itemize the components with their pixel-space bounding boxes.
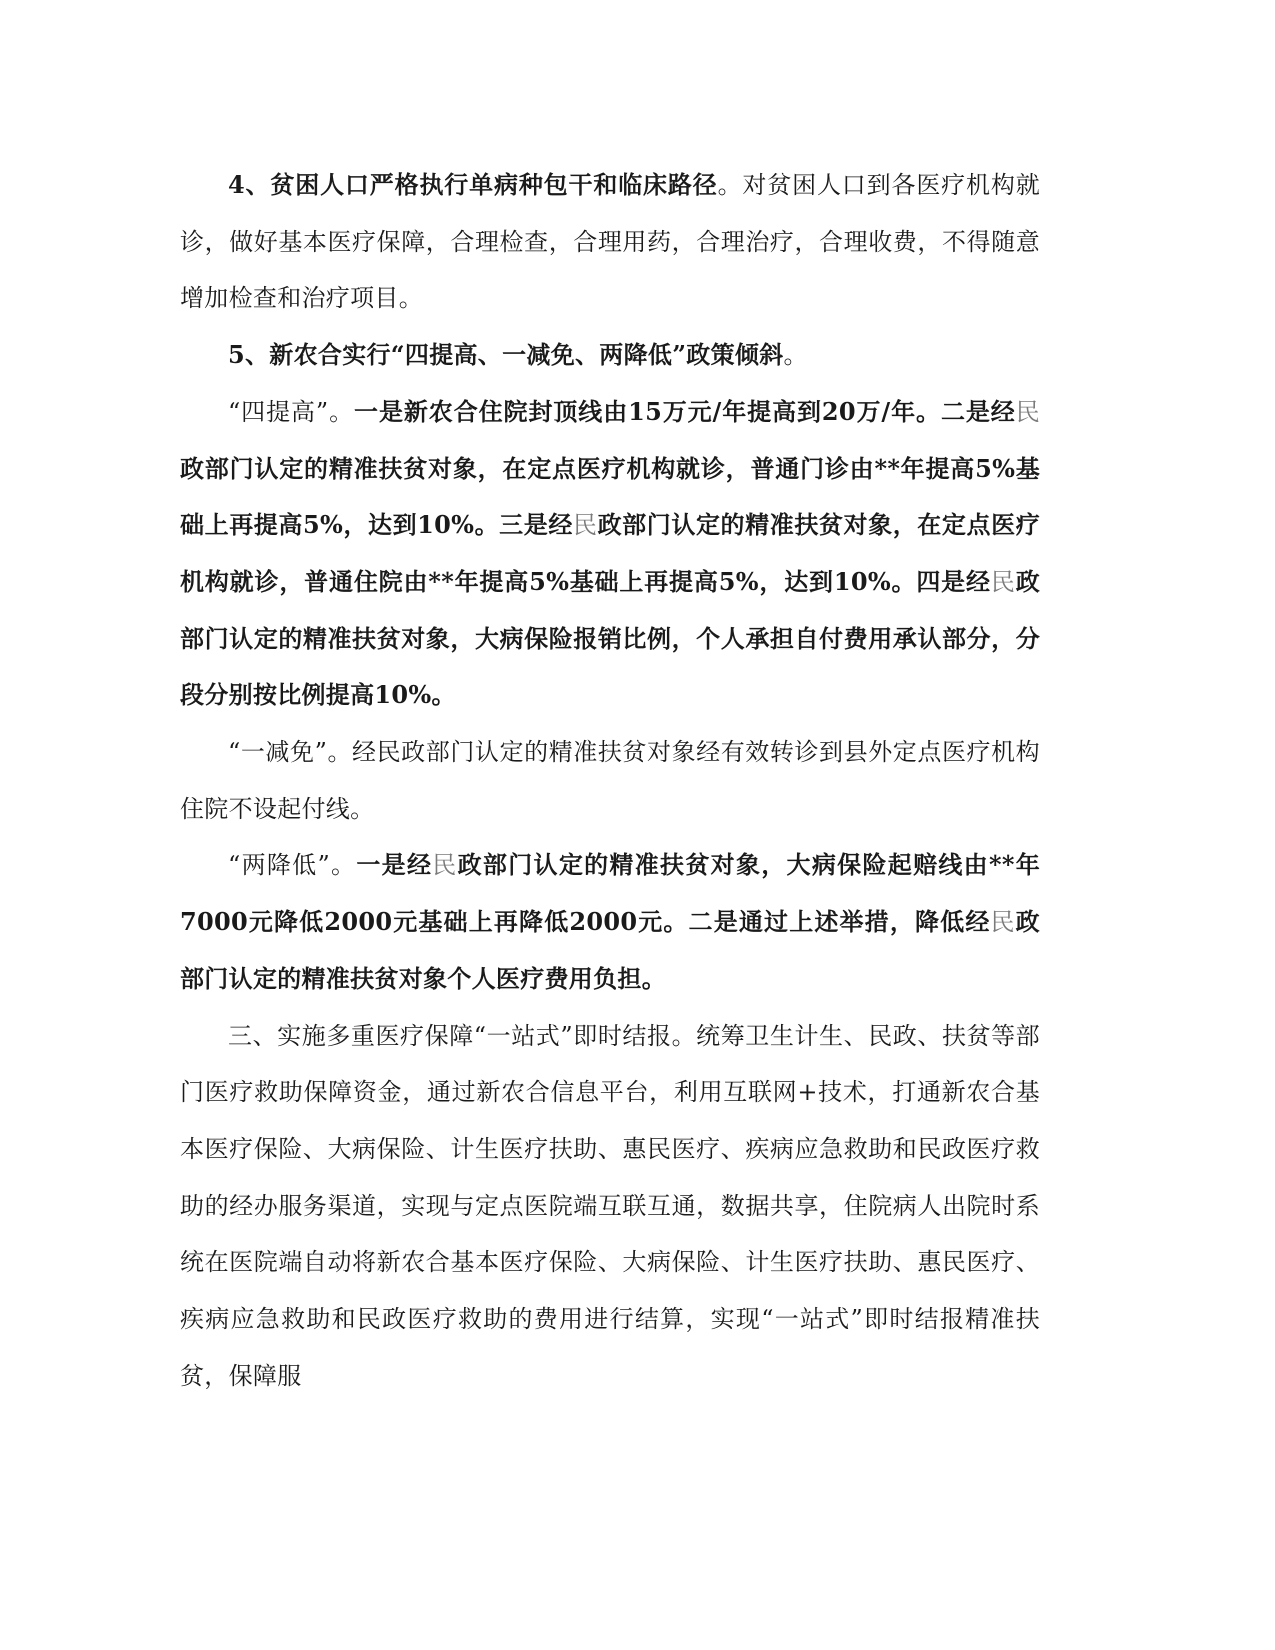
lead-four-improvements: “四提高”。 <box>228 397 355 426</box>
bold-text-1: 一是经 <box>356 850 433 880</box>
faded-char: 民 <box>1015 397 1041 426</box>
paragraph-item-5 <box>180 327 1040 384</box>
text-section-three: 三、实施多重医疗保障“一站式”即时结报。统筹卫生计生、民政、扶贫等部门医疗救助保障资金，通过新农合信息平台，利用互联网+技术，打通新农合基本医疗保险、大病保险、计生医疗扶助、惠民医疗、疾病应急救助和民政医疗救助的经办服务渠道，实现与定点医院端互联互通，数据共享，住院病人出院时系统在医院端自动将新农合基本医疗保险、大病保险、计生医疗扶助、惠民医疗、疾病应急救助和民政医疗救助的费用进行结算，实现“一站式”即时结报精准扶贫，保障服 <box>180 1021 1040 1390</box>
bold-text-3: 政部门认定的精准扶贫对象，在定点医疗机构就诊，普通住院由**年提高5%基础上再提高5%，达到10%。四是经 <box>180 510 1040 596</box>
bold-text-1: 一是新农合住院封顶线由15万元/年提高到20万/年。二是经 <box>354 396 1016 426</box>
faded-char: 民 <box>990 567 1016 596</box>
paragraph-four-improvements <box>180 384 1040 724</box>
bold-text-4: 政部门认定的精准扶贫对象，大病保险报销比例，个人承担自付费用承认部分，分段分别按比例提高10%。 <box>180 566 1040 710</box>
bold-text-2: 政部门认定的精准扶贫对象，大病保险起赔线由**年7000元降低2000元基础上再降低2000元。二是通过上述举措，降低经 <box>180 850 1040 937</box>
heading-item-5-punct: 。 <box>783 341 808 370</box>
faded-char: 民 <box>432 851 458 880</box>
body-item-4: 。对贫困人口到各医疗机构就诊，做好基本医疗保障，合理检查，合理用药，合理治疗，合理收费，不得随意增加检查和治疗项目。 <box>180 171 1040 313</box>
text-one-exemption: “一减免”。经民政部门认定的精准扶贫对象经有效转诊到县外定点医疗机构住院不设起付线。 <box>180 738 1040 823</box>
paragraph-two-reductions <box>180 837 1040 1007</box>
faded-char: 民 <box>990 908 1016 937</box>
paragraph-item-4 <box>180 157 1040 327</box>
paragraph-section-three <box>180 1008 1040 1405</box>
bold-text-2: 政部门认定的精准扶贫对象，在定点医疗机构就诊，普通门诊由**年提高5%基础上再提高5%，达到10%。三是经 <box>180 453 1040 540</box>
paragraph-one-exemption <box>180 724 1040 837</box>
heading-item-5: 5、新农合实行“四提高、一减免、两降低”政策倾斜 <box>228 340 784 370</box>
lead-two-reductions: “两降低”。 <box>228 851 357 880</box>
bold-text-3: 政部门认定的精准扶贫对象个人医疗费用负担。 <box>180 907 1040 993</box>
document-page <box>180 157 1040 1404</box>
faded-char: 民 <box>572 511 598 540</box>
heading-item-4: 4、贫困人口严格执行单病种包干和临床路径 <box>228 170 718 199</box>
